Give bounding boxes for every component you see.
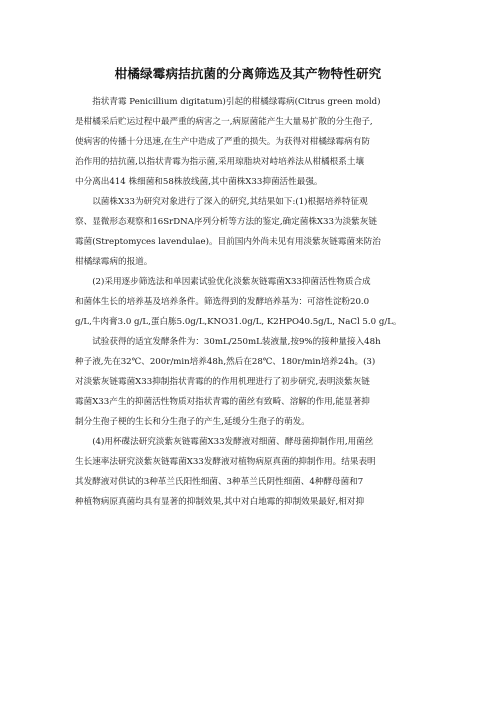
text-line: 指状青霉 Penicillium digitatum)引起的柑橘绿霉病(Citrus green mold) <box>75 97 381 107</box>
text-line: (4)用杯碟法研究淡紫灰链霉菌X33发酵液对细菌、酵母菌抑制作用,用菌丝 <box>75 437 374 447</box>
text-line: 霉菌X33产生的抑菌活性物质对指状青霉的菌丝有致畸、溶解的作用,能显著抑 <box>75 397 370 407</box>
text-line: 生长速率法研究淡紫灰链霉菌X33发酵液对植物病原真菌的抑制作用。结果表明 <box>75 457 376 467</box>
document-title: 柑橘绿霉病拮抗菌的分离筛选及其产物特性研究 <box>114 66 382 81</box>
text-line: 霉菌(Streptomyces lavendulae)。目前国内外尚未见有用淡紫灰链霉菌来防治 <box>75 237 381 247</box>
text-line: 是柑橘采后贮运过程中最严重的病害之一,病原菌能产生大量易扩散的分生孢子, <box>75 117 373 127</box>
text-line: 种子液,先在32℃、200r/min培养48h,然后在28℃、180r/min培养24h。(3) <box>75 357 376 367</box>
text-line: 察、显微形态观察和16SrDNA序列分析等方法的鉴定,确定菌株X33为淡紫灰链 <box>75 217 377 227</box>
text-line: 种植物病原真菌均具有显著的抑制效果,其中对白地霉的抑制效果最好,相对抑 <box>75 497 365 507</box>
text-line: 以菌株X33为研究对象进行了深入的研究,其结果如下:(1)根据培养特征观 <box>75 197 368 207</box>
document-body <box>75 92 427 512</box>
text-line: 中分离出414 株细菌和58株放线菌,其中菌株X33抑菌活性最强。 <box>75 177 323 187</box>
text-line: (2)采用逐步筛选法和单因素试验优化淡紫灰链霉菌X33抑菌活性物质合成 <box>75 277 371 287</box>
text-line: 柑橘绿霉病的报道。 <box>75 257 153 267</box>
text-line: 对淡紫灰链霉菌X33抑制指状青霉的的作用机理进行了初步研究,表明淡紫灰链 <box>75 377 370 387</box>
text-line: 其发酵液对供试的3种革兰氏阳性细菌、3种革兰氏阴性细菌、4种酵母菌和7 <box>75 477 364 487</box>
text-line: 和菌体生长的培养基及培养条件。筛选得到的发酵培养基为：可溶性淀粉20.0 <box>75 297 370 307</box>
text-line: 使病害的传播十分迅速,在生产中造成了严重的损失。为获得对柑橘绿霉病有防 <box>75 137 370 147</box>
text-line: 试验获得的适宜发酵条件为：30mL/250mL装液量,按9%的接种量接入48h <box>75 337 381 347</box>
text-line: 治作用的拮抗菌,以指状青霉为指示菌,采用琼脂块对峙培养法从柑橘根系土壤 <box>75 157 365 167</box>
text-line: g/L,牛肉膏3.0 g/L,蛋白胨5.0g/L,KNO31.0g/L, K2HPO40.5g/L, NaCl 5.0 g/L。 <box>75 317 402 327</box>
text-line: 制分生孢子梗的生长和分生孢子的产生,延缓分生孢子的萌发。 <box>75 417 310 427</box>
